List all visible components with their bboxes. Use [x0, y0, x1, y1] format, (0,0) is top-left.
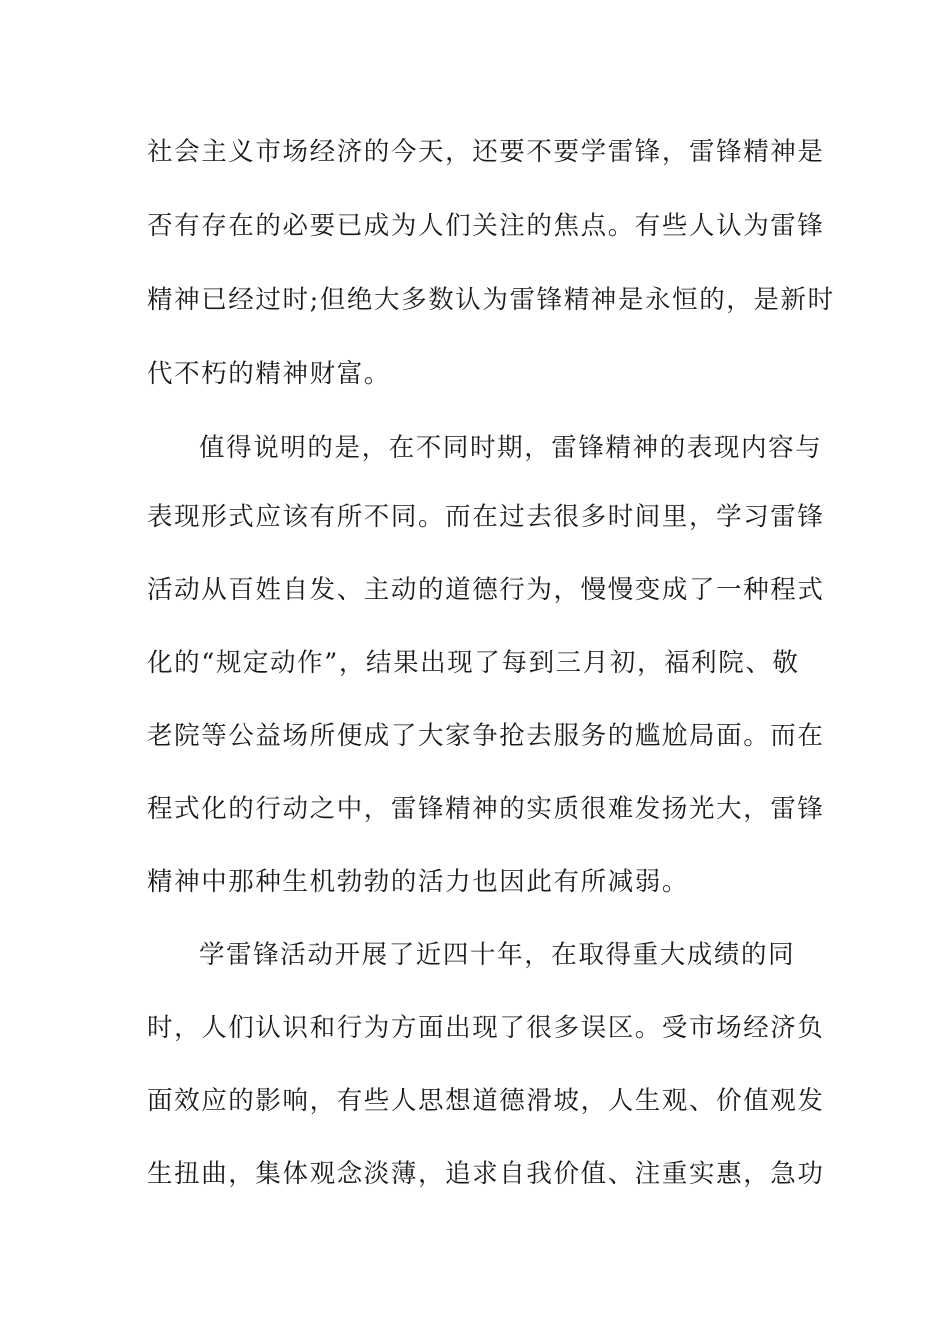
text-line: 老院等公益场所便成了大家争抢去服务的尴尬局面。而在: [147, 721, 825, 751]
text-line: 生扭曲，集体观念淡薄，追求自我价值、注重实惠，急功: [147, 1159, 825, 1189]
text-line: 程式化的行动之中，雷锋精神的实质很难发扬光大，雷锋: [147, 794, 825, 824]
text-line: 表现形式应该有所不同。而在过去很多时间里，学习雷锋: [147, 502, 825, 532]
paragraph-first-line: 学雷锋活动开展了近四十年，在取得重大成绩的同: [199, 940, 796, 970]
text-line: 否有存在的必要已成为人们关注的焦点。有些人认为雷锋: [147, 211, 825, 241]
text-line: 活动从百姓自发、主动的道德行为，慢慢变成了一种程式: [147, 575, 825, 605]
text-line: 精神已经过时;但绝大多数认为雷锋精神是永恒的，是新时: [147, 285, 835, 315]
paragraph-first-line: 值得说明的是，在不同时期，雷锋精神的表现内容与: [199, 433, 823, 463]
text-line: 精神中那种生机勃勃的活力也因此有所减弱。: [147, 867, 690, 897]
text-line: 化的“规定动作”，结果出现了每到三月初，福利院、敬: [147, 648, 800, 678]
text-line: 社会主义市场经济的今天，还要不要学雷锋，雷锋精神是: [147, 137, 825, 167]
text-line: 代不朽的精神财富。: [147, 359, 391, 389]
text-line: 时，人们认识和行为方面出现了很多误区。受市场经济负: [147, 1013, 825, 1043]
text-line: 面效应的影响，有些人思想道德滑坡，人生观、价值观发: [147, 1086, 825, 1116]
